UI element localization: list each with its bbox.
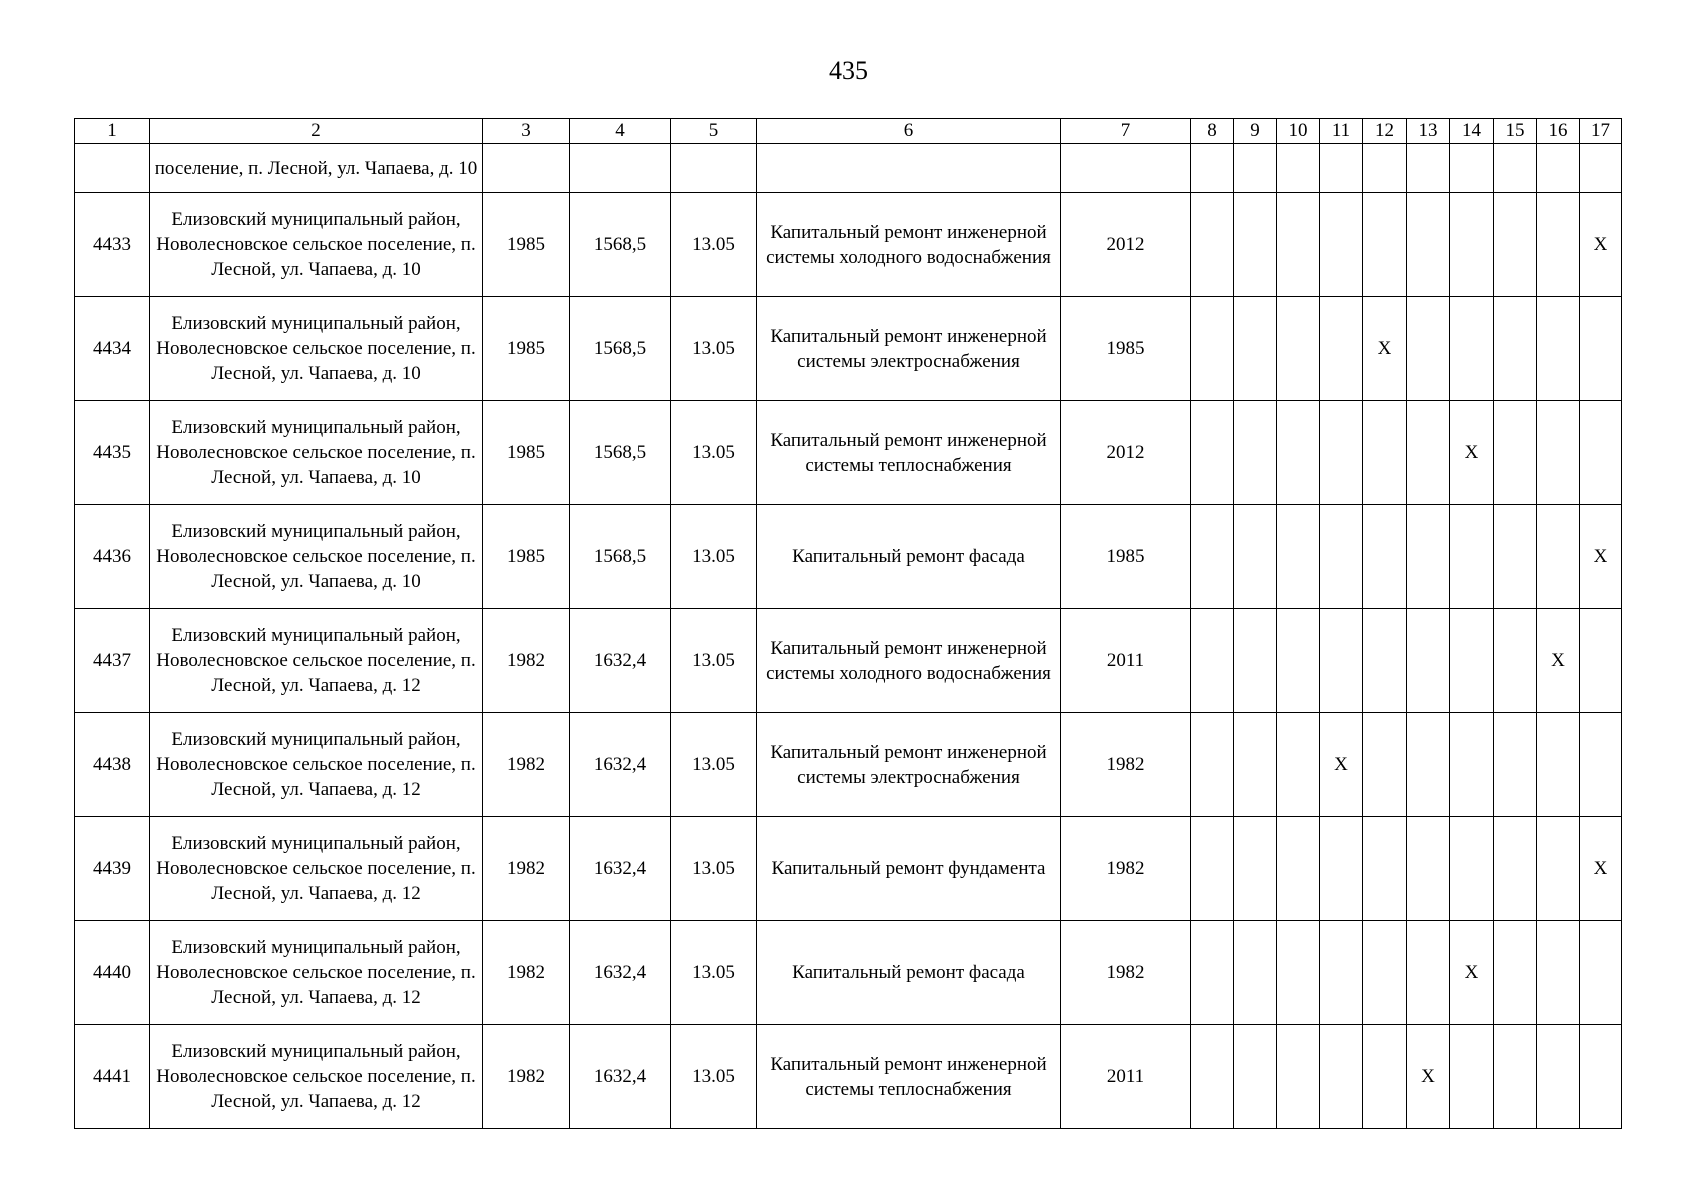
row-number-cell: 4439 <box>75 817 150 921</box>
mark-cell: X <box>1363 297 1407 401</box>
mark-cell <box>1580 401 1622 505</box>
mark-cell <box>1363 144 1407 193</box>
mark-cell <box>1234 1025 1277 1129</box>
mark-cell <box>1580 1025 1622 1129</box>
address-cell: Елизовский муниципальный район, Новолесновское сельское поселение, п. Лесной, ул. Чапаева, д. 10 <box>150 193 483 297</box>
code-cell <box>671 144 757 193</box>
mark-cell <box>1320 401 1363 505</box>
column-number-header-row <box>75 119 1622 144</box>
mark-cell <box>1320 1025 1363 1129</box>
address-cell: Елизовский муниципальный район, Новолесновское сельское поселение, п. Лесной, ул. Чапаева, д. 10 <box>150 297 483 401</box>
row-number-cell: 4433 <box>75 193 150 297</box>
mark-cell <box>1363 505 1407 609</box>
mark-cell <box>1320 144 1363 193</box>
work-type-cell: Капитальный ремонт инженерной системы холодного водоснабжения <box>757 609 1061 713</box>
mark-cell <box>1191 713 1234 817</box>
table-row <box>75 505 1622 609</box>
mark-cell <box>1537 921 1580 1025</box>
mark-cell <box>1277 505 1320 609</box>
column-number-header: 2 <box>150 119 483 144</box>
mark-cell <box>1537 505 1580 609</box>
code-cell: 13.05 <box>671 1025 757 1129</box>
column-number-header: 13 <box>1407 119 1450 144</box>
area-cell: 1568,5 <box>570 297 671 401</box>
mark-cell <box>1494 713 1537 817</box>
area-cell: 1632,4 <box>570 609 671 713</box>
row-number-cell <box>75 144 150 193</box>
mark-cell <box>1191 921 1234 1025</box>
mark-cell <box>1407 144 1450 193</box>
mark-cell: X <box>1320 713 1363 817</box>
column-number-header: 5 <box>671 119 757 144</box>
area-cell: 1632,4 <box>570 1025 671 1129</box>
table-row <box>75 609 1622 713</box>
last-repair-year-cell: 1985 <box>1061 297 1191 401</box>
code-cell: 13.05 <box>671 401 757 505</box>
year-built-cell: 1985 <box>483 401 570 505</box>
code-cell: 13.05 <box>671 713 757 817</box>
year-built-cell: 1985 <box>483 297 570 401</box>
address-cell: Елизовский муниципальный район, Новолесновское сельское поселение, п. Лесной, ул. Чапаева, д. 12 <box>150 1025 483 1129</box>
mark-cell <box>1363 401 1407 505</box>
mark-cell <box>1450 713 1494 817</box>
work-type-cell: Капитальный ремонт инженерной системы электроснабжения <box>757 297 1061 401</box>
mark-cell <box>1320 817 1363 921</box>
mark-cell <box>1363 817 1407 921</box>
mark-cell <box>1580 609 1622 713</box>
table-row <box>75 193 1622 297</box>
column-number-header: 10 <box>1277 119 1320 144</box>
address-cell: Елизовский муниципальный район, Новолесновское сельское поселение, п. Лесной, ул. Чапаева, д. 10 <box>150 401 483 505</box>
mark-cell <box>1450 193 1494 297</box>
mark-cell <box>1580 713 1622 817</box>
mark-cell <box>1320 609 1363 713</box>
mark-cell <box>1191 609 1234 713</box>
mark-cell <box>1450 505 1494 609</box>
mark-cell <box>1277 297 1320 401</box>
mark-cell <box>1320 921 1363 1025</box>
mark-cell <box>1580 297 1622 401</box>
work-type-cell: Капитальный ремонт инженерной системы теплоснабжения <box>757 1025 1061 1129</box>
mark-cell <box>1450 817 1494 921</box>
code-cell: 13.05 <box>671 817 757 921</box>
mark-cell <box>1407 817 1450 921</box>
year-built-cell: 1985 <box>483 193 570 297</box>
mark-cell <box>1494 193 1537 297</box>
mark-cell <box>1191 817 1234 921</box>
work-type-cell: Капитальный ремонт фундамента <box>757 817 1061 921</box>
last-repair-year-cell: 2012 <box>1061 193 1191 297</box>
mark-cell: X <box>1580 193 1622 297</box>
row-number-cell: 4440 <box>75 921 150 1025</box>
area-cell: 1568,5 <box>570 193 671 297</box>
mark-cell <box>1320 505 1363 609</box>
table-row <box>75 401 1622 505</box>
mark-cell <box>1277 401 1320 505</box>
mark-cell <box>1234 609 1277 713</box>
table-row <box>75 713 1622 817</box>
year-built-cell: 1982 <box>483 817 570 921</box>
address-cell: Елизовский муниципальный район, Новолесновское сельское поселение, п. Лесной, ул. Чапаева, д. 12 <box>150 817 483 921</box>
work-type-cell <box>757 144 1061 193</box>
mark-cell <box>1450 1025 1494 1129</box>
last-repair-year-cell: 1985 <box>1061 505 1191 609</box>
mark-cell <box>1494 921 1537 1025</box>
mark-cell <box>1234 921 1277 1025</box>
mark-cell <box>1320 297 1363 401</box>
year-built-cell: 1982 <box>483 921 570 1025</box>
area-cell: 1632,4 <box>570 921 671 1025</box>
mark-cell <box>1537 1025 1580 1129</box>
code-cell: 13.05 <box>671 297 757 401</box>
work-type-cell: Капитальный ремонт инженерной системы электроснабжения <box>757 713 1061 817</box>
last-repair-year-cell: 2011 <box>1061 609 1191 713</box>
mark-cell <box>1407 193 1450 297</box>
column-number-header: 8 <box>1191 119 1234 144</box>
year-built-cell: 1982 <box>483 713 570 817</box>
row-number-cell: 4436 <box>75 505 150 609</box>
row-number-cell: 4437 <box>75 609 150 713</box>
mark-cell <box>1450 609 1494 713</box>
mark-cell <box>1494 1025 1537 1129</box>
mark-cell <box>1494 505 1537 609</box>
mark-cell <box>1191 401 1234 505</box>
table-row <box>75 817 1622 921</box>
code-cell: 13.05 <box>671 193 757 297</box>
work-type-cell: Капитальный ремонт фасада <box>757 505 1061 609</box>
table-row <box>75 297 1622 401</box>
continuation-row <box>75 144 1622 193</box>
row-number-cell: 4435 <box>75 401 150 505</box>
mark-cell <box>1537 193 1580 297</box>
mark-cell <box>1407 713 1450 817</box>
column-number-header: 4 <box>570 119 671 144</box>
mark-cell <box>1450 297 1494 401</box>
column-number-header: 3 <box>483 119 570 144</box>
mark-cell <box>1191 1025 1234 1129</box>
last-repair-year-cell: 1982 <box>1061 817 1191 921</box>
last-repair-year-cell: 1982 <box>1061 921 1191 1025</box>
column-number-header: 7 <box>1061 119 1191 144</box>
last-repair-year-cell: 1982 <box>1061 713 1191 817</box>
column-number-header: 11 <box>1320 119 1363 144</box>
column-number-header: 14 <box>1450 119 1494 144</box>
area-cell: 1568,5 <box>570 505 671 609</box>
mark-cell <box>1277 817 1320 921</box>
address-cell: Елизовский муниципальный район, Новолесновское сельское поселение, п. Лесной, ул. Чапаева, д. 12 <box>150 609 483 713</box>
column-number-header: 6 <box>757 119 1061 144</box>
mark-cell <box>1537 144 1580 193</box>
mark-cell <box>1234 817 1277 921</box>
work-type-cell: Капитальный ремонт фасада <box>757 921 1061 1025</box>
mark-cell <box>1494 609 1537 713</box>
mark-cell <box>1234 505 1277 609</box>
year-built-cell: 1982 <box>483 1025 570 1129</box>
address-cell: Елизовский муниципальный район, Новолесновское сельское поселение, п. Лесной, ул. Чапаева, д. 12 <box>150 713 483 817</box>
mark-cell <box>1363 713 1407 817</box>
address-cell: Елизовский муниципальный район, Новолесновское сельское поселение, п. Лесной, ул. Чапаева, д. 12 <box>150 921 483 1025</box>
mark-cell <box>1537 713 1580 817</box>
mark-cell <box>1494 817 1537 921</box>
mark-cell <box>1450 144 1494 193</box>
table-row <box>75 921 1622 1025</box>
mark-cell <box>1407 921 1450 1025</box>
column-number-header: 17 <box>1580 119 1622 144</box>
area-cell: 1568,5 <box>570 401 671 505</box>
mark-cell: X <box>1580 505 1622 609</box>
area-cell: 1632,4 <box>570 817 671 921</box>
mark-cell <box>1277 713 1320 817</box>
mark-cell: X <box>1450 921 1494 1025</box>
mark-cell <box>1363 193 1407 297</box>
table-row <box>75 1025 1622 1129</box>
mark-cell <box>1234 193 1277 297</box>
row-number-cell: 4438 <box>75 713 150 817</box>
mark-cell <box>1277 921 1320 1025</box>
mark-cell <box>1580 921 1622 1025</box>
mark-cell <box>1407 297 1450 401</box>
row-number-cell: 4434 <box>75 297 150 401</box>
mark-cell <box>1320 193 1363 297</box>
column-number-header: 15 <box>1494 119 1537 144</box>
mark-cell <box>1407 401 1450 505</box>
work-type-cell: Капитальный ремонт инженерной системы теплоснабжения <box>757 401 1061 505</box>
mark-cell: X <box>1537 609 1580 713</box>
mark-cell <box>1537 297 1580 401</box>
mark-cell <box>1537 401 1580 505</box>
mark-cell: X <box>1580 817 1622 921</box>
code-cell: 13.05 <box>671 921 757 1025</box>
mark-cell <box>1277 193 1320 297</box>
mark-cell <box>1191 505 1234 609</box>
address-cell: Елизовский муниципальный район, Новолесновское сельское поселение, п. Лесной, ул. Чапаева, д. 10 <box>150 505 483 609</box>
mark-cell <box>1191 144 1234 193</box>
mark-cell <box>1363 921 1407 1025</box>
mark-cell <box>1580 144 1622 193</box>
mark-cell <box>1407 505 1450 609</box>
page-number: 435 <box>829 56 868 85</box>
column-number-header: 1 <box>75 119 150 144</box>
mark-cell <box>1277 1025 1320 1129</box>
code-cell: 13.05 <box>671 609 757 713</box>
row-number-cell: 4441 <box>75 1025 150 1129</box>
mark-cell <box>1363 1025 1407 1129</box>
mark-cell <box>1234 297 1277 401</box>
last-repair-year-cell: 2012 <box>1061 401 1191 505</box>
mark-cell <box>1234 144 1277 193</box>
repair-register-table <box>74 118 1622 1129</box>
mark-cell: X <box>1450 401 1494 505</box>
year-built-cell <box>483 144 570 193</box>
mark-cell <box>1234 713 1277 817</box>
mark-cell <box>1277 144 1320 193</box>
last-repair-year-cell <box>1061 144 1191 193</box>
mark-cell <box>1191 193 1234 297</box>
mark-cell <box>1494 401 1537 505</box>
column-number-header: 16 <box>1537 119 1580 144</box>
mark-cell <box>1537 817 1580 921</box>
column-number-header: 9 <box>1234 119 1277 144</box>
column-number-header: 12 <box>1363 119 1407 144</box>
mark-cell <box>1407 609 1450 713</box>
mark-cell <box>1191 297 1234 401</box>
year-built-cell: 1985 <box>483 505 570 609</box>
mark-cell <box>1277 609 1320 713</box>
area-cell: 1632,4 <box>570 713 671 817</box>
mark-cell <box>1494 144 1537 193</box>
work-type-cell: Капитальный ремонт инженерной системы холодного водоснабжения <box>757 193 1061 297</box>
address-cell: поселение, п. Лесной, ул. Чапаева, д. 10 <box>150 144 483 193</box>
code-cell: 13.05 <box>671 505 757 609</box>
year-built-cell: 1982 <box>483 609 570 713</box>
area-cell <box>570 144 671 193</box>
mark-cell <box>1494 297 1537 401</box>
mark-cell: X <box>1407 1025 1450 1129</box>
last-repair-year-cell: 2011 <box>1061 1025 1191 1129</box>
mark-cell <box>1234 401 1277 505</box>
mark-cell <box>1363 609 1407 713</box>
